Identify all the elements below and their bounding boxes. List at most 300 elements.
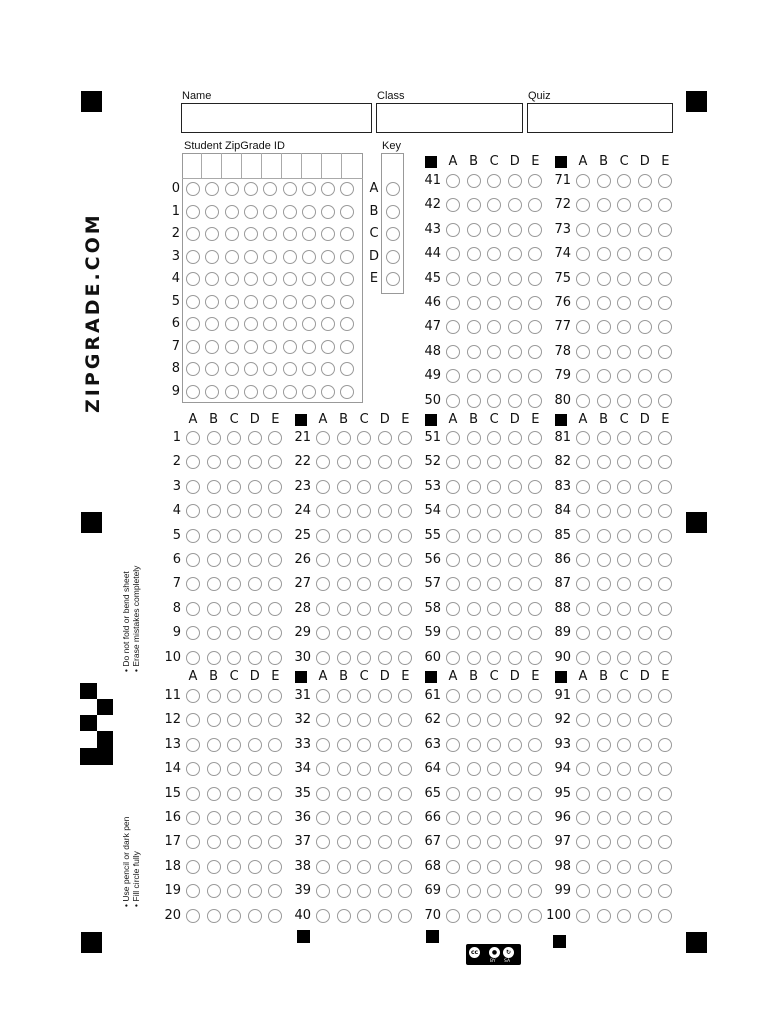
- answer-bubble-e[interactable]: [658, 762, 672, 776]
- student-id-bubble[interactable]: [263, 295, 277, 309]
- answer-bubble-a[interactable]: [446, 909, 460, 923]
- answer-bubble-b[interactable]: [337, 431, 351, 445]
- answer-bubble-d[interactable]: [508, 247, 522, 261]
- student-id-bubble[interactable]: [321, 227, 335, 241]
- answer-bubble-d[interactable]: [638, 787, 652, 801]
- student-id-bubble[interactable]: [321, 295, 335, 309]
- answer-bubble-b[interactable]: [597, 504, 611, 518]
- answer-bubble-c[interactable]: [617, 431, 631, 445]
- student-id-bubble[interactable]: [302, 340, 316, 354]
- answer-bubble-b[interactable]: [207, 602, 221, 616]
- answer-bubble-b[interactable]: [207, 577, 221, 591]
- answer-bubble-b[interactable]: [467, 394, 481, 408]
- student-id-bubble[interactable]: [283, 362, 297, 376]
- answer-bubble-b[interactable]: [467, 835, 481, 849]
- answer-bubble-a[interactable]: [186, 860, 200, 874]
- answer-bubble-e[interactable]: [528, 247, 542, 261]
- answer-bubble-b[interactable]: [467, 455, 481, 469]
- answer-bubble-a[interactable]: [316, 626, 330, 640]
- answer-bubble-a[interactable]: [446, 553, 460, 567]
- answer-bubble-e[interactable]: [268, 884, 282, 898]
- answer-bubble-a[interactable]: [446, 762, 460, 776]
- answer-bubble-c[interactable]: [357, 884, 371, 898]
- answer-bubble-e[interactable]: [398, 811, 412, 825]
- answer-bubble-e[interactable]: [528, 174, 542, 188]
- answer-bubble-d[interactable]: [638, 345, 652, 359]
- student-id-bubble[interactable]: [186, 250, 200, 264]
- student-id-bubble[interactable]: [225, 340, 239, 354]
- answer-bubble-c[interactable]: [227, 626, 241, 640]
- student-id-bubble[interactable]: [283, 340, 297, 354]
- answer-bubble-a[interactable]: [446, 626, 460, 640]
- answer-bubble-e[interactable]: [528, 394, 542, 408]
- answer-bubble-b[interactable]: [597, 480, 611, 494]
- answer-bubble-a[interactable]: [316, 762, 330, 776]
- answer-bubble-b[interactable]: [597, 223, 611, 237]
- answer-bubble-d[interactable]: [638, 480, 652, 494]
- answer-bubble-d[interactable]: [508, 345, 522, 359]
- answer-bubble-e[interactable]: [658, 272, 672, 286]
- answer-bubble-c[interactable]: [227, 553, 241, 567]
- student-id-bubble[interactable]: [283, 385, 297, 399]
- answer-bubble-e[interactable]: [398, 455, 412, 469]
- answer-bubble-d[interactable]: [508, 455, 522, 469]
- answer-bubble-c[interactable]: [617, 602, 631, 616]
- answer-bubble-b[interactable]: [467, 811, 481, 825]
- answer-bubble-b[interactable]: [337, 787, 351, 801]
- student-id-bubble[interactable]: [186, 227, 200, 241]
- student-id-bubble[interactable]: [302, 385, 316, 399]
- answer-bubble-b[interactable]: [207, 689, 221, 703]
- answer-bubble-d[interactable]: [508, 529, 522, 543]
- answer-bubble-e[interactable]: [528, 651, 542, 665]
- answer-bubble-b[interactable]: [467, 198, 481, 212]
- answer-bubble-d[interactable]: [508, 909, 522, 923]
- student-id-bubble[interactable]: [321, 317, 335, 331]
- student-id-bubble[interactable]: [186, 295, 200, 309]
- answer-bubble-e[interactable]: [528, 626, 542, 640]
- answer-bubble-a[interactable]: [576, 345, 590, 359]
- answer-bubble-a[interactable]: [186, 480, 200, 494]
- answer-bubble-e[interactable]: [658, 689, 672, 703]
- answer-bubble-e[interactable]: [658, 602, 672, 616]
- answer-bubble-b[interactable]: [467, 884, 481, 898]
- answer-bubble-e[interactable]: [658, 738, 672, 752]
- answer-bubble-e[interactable]: [658, 909, 672, 923]
- answer-bubble-c[interactable]: [487, 345, 501, 359]
- student-id-bubble[interactable]: [283, 250, 297, 264]
- answer-bubble-e[interactable]: [528, 480, 542, 494]
- answer-bubble-a[interactable]: [446, 296, 460, 310]
- answer-bubble-d[interactable]: [508, 602, 522, 616]
- answer-bubble-e[interactable]: [528, 787, 542, 801]
- answer-bubble-e[interactable]: [658, 713, 672, 727]
- answer-bubble-d[interactable]: [508, 431, 522, 445]
- answer-bubble-d[interactable]: [638, 553, 652, 567]
- student-id-bubble[interactable]: [283, 182, 297, 196]
- answer-bubble-d[interactable]: [508, 626, 522, 640]
- answer-bubble-c[interactable]: [617, 577, 631, 591]
- key-bubble[interactable]: [386, 182, 400, 196]
- answer-bubble-e[interactable]: [658, 296, 672, 310]
- quiz-field[interactable]: [527, 103, 673, 133]
- answer-bubble-c[interactable]: [487, 738, 501, 752]
- answer-bubble-c[interactable]: [617, 223, 631, 237]
- answer-bubble-a[interactable]: [576, 762, 590, 776]
- student-id-bubble[interactable]: [244, 182, 258, 196]
- answer-bubble-b[interactable]: [467, 504, 481, 518]
- student-id-bubble[interactable]: [263, 340, 277, 354]
- answer-bubble-d[interactable]: [378, 577, 392, 591]
- student-id-write-cell[interactable]: [202, 153, 222, 178]
- answer-bubble-e[interactable]: [268, 529, 282, 543]
- student-id-bubble[interactable]: [302, 182, 316, 196]
- answer-bubble-a[interactable]: [576, 198, 590, 212]
- answer-bubble-a[interactable]: [316, 689, 330, 703]
- answer-bubble-b[interactable]: [597, 787, 611, 801]
- answer-bubble-b[interactable]: [337, 602, 351, 616]
- student-id-bubble[interactable]: [283, 317, 297, 331]
- answer-bubble-b[interactable]: [207, 553, 221, 567]
- answer-bubble-e[interactable]: [528, 835, 542, 849]
- answer-bubble-a[interactable]: [576, 884, 590, 898]
- answer-bubble-d[interactable]: [378, 787, 392, 801]
- answer-bubble-b[interactable]: [467, 296, 481, 310]
- answer-bubble-a[interactable]: [576, 811, 590, 825]
- answer-bubble-a[interactable]: [316, 480, 330, 494]
- answer-bubble-a[interactable]: [446, 174, 460, 188]
- answer-bubble-e[interactable]: [398, 431, 412, 445]
- answer-bubble-c[interactable]: [357, 762, 371, 776]
- answer-bubble-a[interactable]: [446, 787, 460, 801]
- answer-bubble-d[interactable]: [248, 577, 262, 591]
- answer-bubble-a[interactable]: [316, 713, 330, 727]
- answer-bubble-a[interactable]: [576, 320, 590, 334]
- answer-bubble-a[interactable]: [446, 529, 460, 543]
- answer-bubble-b[interactable]: [467, 272, 481, 286]
- answer-bubble-b[interactable]: [597, 835, 611, 849]
- answer-bubble-a[interactable]: [446, 272, 460, 286]
- student-id-bubble[interactable]: [321, 362, 335, 376]
- answer-bubble-b[interactable]: [207, 884, 221, 898]
- answer-bubble-c[interactable]: [357, 835, 371, 849]
- answer-bubble-a[interactable]: [446, 835, 460, 849]
- answer-bubble-e[interactable]: [398, 762, 412, 776]
- answer-bubble-e[interactable]: [268, 835, 282, 849]
- answer-bubble-b[interactable]: [597, 738, 611, 752]
- answer-bubble-a[interactable]: [576, 713, 590, 727]
- answer-bubble-c[interactable]: [617, 811, 631, 825]
- answer-bubble-e[interactable]: [268, 689, 282, 703]
- answer-bubble-b[interactable]: [597, 174, 611, 188]
- answer-bubble-a[interactable]: [316, 787, 330, 801]
- answer-bubble-a[interactable]: [186, 553, 200, 567]
- answer-bubble-a[interactable]: [576, 174, 590, 188]
- answer-bubble-c[interactable]: [617, 272, 631, 286]
- student-id-bubble[interactable]: [186, 385, 200, 399]
- answer-bubble-a[interactable]: [576, 504, 590, 518]
- answer-bubble-b[interactable]: [597, 651, 611, 665]
- student-id-bubble[interactable]: [321, 205, 335, 219]
- student-id-bubble[interactable]: [263, 385, 277, 399]
- answer-bubble-b[interactable]: [597, 909, 611, 923]
- answer-bubble-a[interactable]: [186, 431, 200, 445]
- answer-bubble-d[interactable]: [638, 835, 652, 849]
- answer-bubble-a[interactable]: [576, 602, 590, 616]
- answer-bubble-c[interactable]: [617, 198, 631, 212]
- answer-bubble-d[interactable]: [638, 369, 652, 383]
- answer-bubble-a[interactable]: [446, 431, 460, 445]
- answer-bubble-b[interactable]: [597, 247, 611, 261]
- answer-bubble-a[interactable]: [316, 811, 330, 825]
- answer-bubble-a[interactable]: [576, 787, 590, 801]
- answer-bubble-a[interactable]: [316, 651, 330, 665]
- student-id-bubble[interactable]: [244, 385, 258, 399]
- key-bubble[interactable]: [386, 250, 400, 264]
- answer-bubble-d[interactable]: [638, 602, 652, 616]
- answer-bubble-a[interactable]: [446, 320, 460, 334]
- answer-bubble-a[interactable]: [186, 884, 200, 898]
- answer-bubble-a[interactable]: [186, 626, 200, 640]
- answer-bubble-a[interactable]: [576, 394, 590, 408]
- answer-bubble-e[interactable]: [528, 345, 542, 359]
- answer-bubble-e[interactable]: [528, 738, 542, 752]
- answer-bubble-b[interactable]: [207, 504, 221, 518]
- answer-bubble-c[interactable]: [617, 455, 631, 469]
- answer-bubble-d[interactable]: [508, 860, 522, 874]
- answer-bubble-b[interactable]: [597, 455, 611, 469]
- answer-bubble-e[interactable]: [398, 860, 412, 874]
- answer-bubble-b[interactable]: [467, 713, 481, 727]
- answer-bubble-b[interactable]: [597, 689, 611, 703]
- answer-bubble-e[interactable]: [268, 651, 282, 665]
- student-id-bubble[interactable]: [205, 205, 219, 219]
- answer-bubble-b[interactable]: [207, 738, 221, 752]
- student-id-bubble[interactable]: [321, 272, 335, 286]
- answer-bubble-c[interactable]: [357, 860, 371, 874]
- answer-bubble-b[interactable]: [597, 320, 611, 334]
- student-id-bubble[interactable]: [321, 340, 335, 354]
- answer-bubble-c[interactable]: [227, 602, 241, 616]
- student-id-bubble[interactable]: [302, 272, 316, 286]
- answer-bubble-d[interactable]: [508, 320, 522, 334]
- answer-bubble-a[interactable]: [186, 787, 200, 801]
- student-id-bubble[interactable]: [302, 362, 316, 376]
- answer-bubble-e[interactable]: [398, 787, 412, 801]
- answer-bubble-c[interactable]: [617, 480, 631, 494]
- answer-bubble-c[interactable]: [357, 553, 371, 567]
- answer-bubble-a[interactable]: [446, 480, 460, 494]
- answer-bubble-a[interactable]: [446, 860, 460, 874]
- answer-bubble-a[interactable]: [576, 223, 590, 237]
- answer-bubble-a[interactable]: [316, 431, 330, 445]
- answer-bubble-b[interactable]: [467, 174, 481, 188]
- answer-bubble-c[interactable]: [357, 787, 371, 801]
- student-id-bubble[interactable]: [283, 227, 297, 241]
- class-field[interactable]: [376, 103, 523, 133]
- answer-bubble-d[interactable]: [248, 529, 262, 543]
- answer-bubble-e[interactable]: [658, 223, 672, 237]
- answer-bubble-d[interactable]: [508, 198, 522, 212]
- student-id-bubble[interactable]: [302, 227, 316, 241]
- answer-bubble-d[interactable]: [378, 480, 392, 494]
- answer-bubble-c[interactable]: [617, 247, 631, 261]
- student-id-bubble[interactable]: [321, 250, 335, 264]
- answer-bubble-c[interactable]: [487, 651, 501, 665]
- answer-bubble-e[interactable]: [528, 811, 542, 825]
- answer-bubble-d[interactable]: [248, 504, 262, 518]
- answer-bubble-a[interactable]: [576, 577, 590, 591]
- answer-bubble-d[interactable]: [638, 174, 652, 188]
- answer-bubble-d[interactable]: [248, 480, 262, 494]
- answer-bubble-b[interactable]: [597, 811, 611, 825]
- answer-bubble-b[interactable]: [337, 504, 351, 518]
- answer-bubble-d[interactable]: [638, 626, 652, 640]
- answer-bubble-e[interactable]: [528, 762, 542, 776]
- answer-bubble-e[interactable]: [658, 811, 672, 825]
- answer-bubble-e[interactable]: [658, 320, 672, 334]
- answer-bubble-c[interactable]: [357, 811, 371, 825]
- answer-bubble-d[interactable]: [508, 835, 522, 849]
- answer-bubble-c[interactable]: [227, 455, 241, 469]
- answer-bubble-d[interactable]: [378, 504, 392, 518]
- answer-bubble-c[interactable]: [617, 529, 631, 543]
- answer-bubble-a[interactable]: [446, 577, 460, 591]
- answer-bubble-a[interactable]: [186, 577, 200, 591]
- answer-bubble-c[interactable]: [227, 689, 241, 703]
- answer-bubble-c[interactable]: [487, 713, 501, 727]
- answer-bubble-d[interactable]: [638, 762, 652, 776]
- answer-bubble-b[interactable]: [597, 762, 611, 776]
- answer-bubble-e[interactable]: [658, 835, 672, 849]
- student-id-bubble[interactable]: [244, 272, 258, 286]
- answer-bubble-c[interactable]: [487, 320, 501, 334]
- answer-bubble-b[interactable]: [597, 345, 611, 359]
- answer-bubble-b[interactable]: [597, 529, 611, 543]
- answer-bubble-b[interactable]: [467, 431, 481, 445]
- student-id-bubble[interactable]: [225, 272, 239, 286]
- answer-bubble-c[interactable]: [357, 431, 371, 445]
- answer-bubble-c[interactable]: [617, 860, 631, 874]
- answer-bubble-a[interactable]: [576, 651, 590, 665]
- answer-bubble-d[interactable]: [638, 504, 652, 518]
- answer-bubble-e[interactable]: [268, 504, 282, 518]
- answer-bubble-e[interactable]: [268, 860, 282, 874]
- answer-bubble-e[interactable]: [528, 296, 542, 310]
- answer-bubble-c[interactable]: [617, 909, 631, 923]
- answer-bubble-e[interactable]: [398, 738, 412, 752]
- answer-bubble-c[interactable]: [357, 602, 371, 616]
- answer-bubble-a[interactable]: [446, 602, 460, 616]
- key-bubble[interactable]: [386, 227, 400, 241]
- student-id-write-cell[interactable]: [302, 153, 322, 178]
- answer-bubble-c[interactable]: [617, 762, 631, 776]
- answer-bubble-e[interactable]: [398, 529, 412, 543]
- answer-bubble-a[interactable]: [576, 431, 590, 445]
- answer-bubble-c[interactable]: [357, 738, 371, 752]
- answer-bubble-e[interactable]: [398, 909, 412, 923]
- answer-bubble-b[interactable]: [597, 602, 611, 616]
- answer-bubble-a[interactable]: [576, 272, 590, 286]
- answer-bubble-e[interactable]: [658, 504, 672, 518]
- answer-bubble-c[interactable]: [227, 738, 241, 752]
- answer-bubble-d[interactable]: [378, 811, 392, 825]
- answer-bubble-e[interactable]: [398, 553, 412, 567]
- answer-bubble-e[interactable]: [528, 884, 542, 898]
- answer-bubble-a[interactable]: [446, 738, 460, 752]
- answer-bubble-c[interactable]: [617, 504, 631, 518]
- student-id-bubble[interactable]: [225, 295, 239, 309]
- name-field[interactable]: [181, 103, 372, 133]
- answer-bubble-d[interactable]: [638, 884, 652, 898]
- answer-bubble-e[interactable]: [528, 272, 542, 286]
- answer-bubble-d[interactable]: [248, 860, 262, 874]
- answer-bubble-c[interactable]: [487, 198, 501, 212]
- answer-bubble-c[interactable]: [617, 787, 631, 801]
- answer-bubble-d[interactable]: [508, 738, 522, 752]
- answer-bubble-c[interactable]: [487, 174, 501, 188]
- answer-bubble-a[interactable]: [316, 529, 330, 543]
- answer-bubble-c[interactable]: [227, 811, 241, 825]
- answer-bubble-d[interactable]: [378, 762, 392, 776]
- answer-bubble-b[interactable]: [337, 811, 351, 825]
- answer-bubble-a[interactable]: [316, 602, 330, 616]
- answer-bubble-d[interactable]: [508, 577, 522, 591]
- answer-bubble-b[interactable]: [597, 884, 611, 898]
- answer-bubble-e[interactable]: [528, 369, 542, 383]
- answer-bubble-c[interactable]: [227, 651, 241, 665]
- answer-bubble-d[interactable]: [638, 738, 652, 752]
- answer-bubble-d[interactable]: [508, 651, 522, 665]
- answer-bubble-e[interactable]: [658, 174, 672, 188]
- answer-bubble-b[interactable]: [337, 480, 351, 494]
- answer-bubble-e[interactable]: [398, 577, 412, 591]
- answer-bubble-c[interactable]: [487, 247, 501, 261]
- answer-bubble-d[interactable]: [638, 272, 652, 286]
- answer-bubble-a[interactable]: [316, 860, 330, 874]
- answer-bubble-b[interactable]: [337, 553, 351, 567]
- answer-bubble-e[interactable]: [658, 651, 672, 665]
- student-id-write-cell[interactable]: [242, 153, 262, 178]
- answer-bubble-c[interactable]: [487, 480, 501, 494]
- student-id-bubble[interactable]: [225, 250, 239, 264]
- answer-bubble-e[interactable]: [528, 431, 542, 445]
- answer-bubble-a[interactable]: [446, 651, 460, 665]
- answer-bubble-c[interactable]: [617, 369, 631, 383]
- answer-bubble-c[interactable]: [617, 651, 631, 665]
- answer-bubble-e[interactable]: [528, 860, 542, 874]
- answer-bubble-d[interactable]: [508, 369, 522, 383]
- answer-bubble-a[interactable]: [576, 738, 590, 752]
- answer-bubble-c[interactable]: [617, 626, 631, 640]
- answer-bubble-c[interactable]: [227, 529, 241, 543]
- answer-bubble-d[interactable]: [378, 835, 392, 849]
- answer-bubble-d[interactable]: [638, 455, 652, 469]
- answer-bubble-b[interactable]: [597, 394, 611, 408]
- student-id-bubble[interactable]: [205, 250, 219, 264]
- answer-bubble-d[interactable]: [378, 689, 392, 703]
- answer-bubble-e[interactable]: [658, 884, 672, 898]
- answer-bubble-a[interactable]: [186, 504, 200, 518]
- student-id-bubble[interactable]: [302, 205, 316, 219]
- answer-bubble-c[interactable]: [487, 369, 501, 383]
- answer-bubble-c[interactable]: [487, 626, 501, 640]
- answer-bubble-b[interactable]: [207, 835, 221, 849]
- student-id-write-cell[interactable]: [322, 153, 342, 178]
- answer-bubble-d[interactable]: [508, 713, 522, 727]
- answer-bubble-d[interactable]: [378, 455, 392, 469]
- answer-bubble-a[interactable]: [576, 909, 590, 923]
